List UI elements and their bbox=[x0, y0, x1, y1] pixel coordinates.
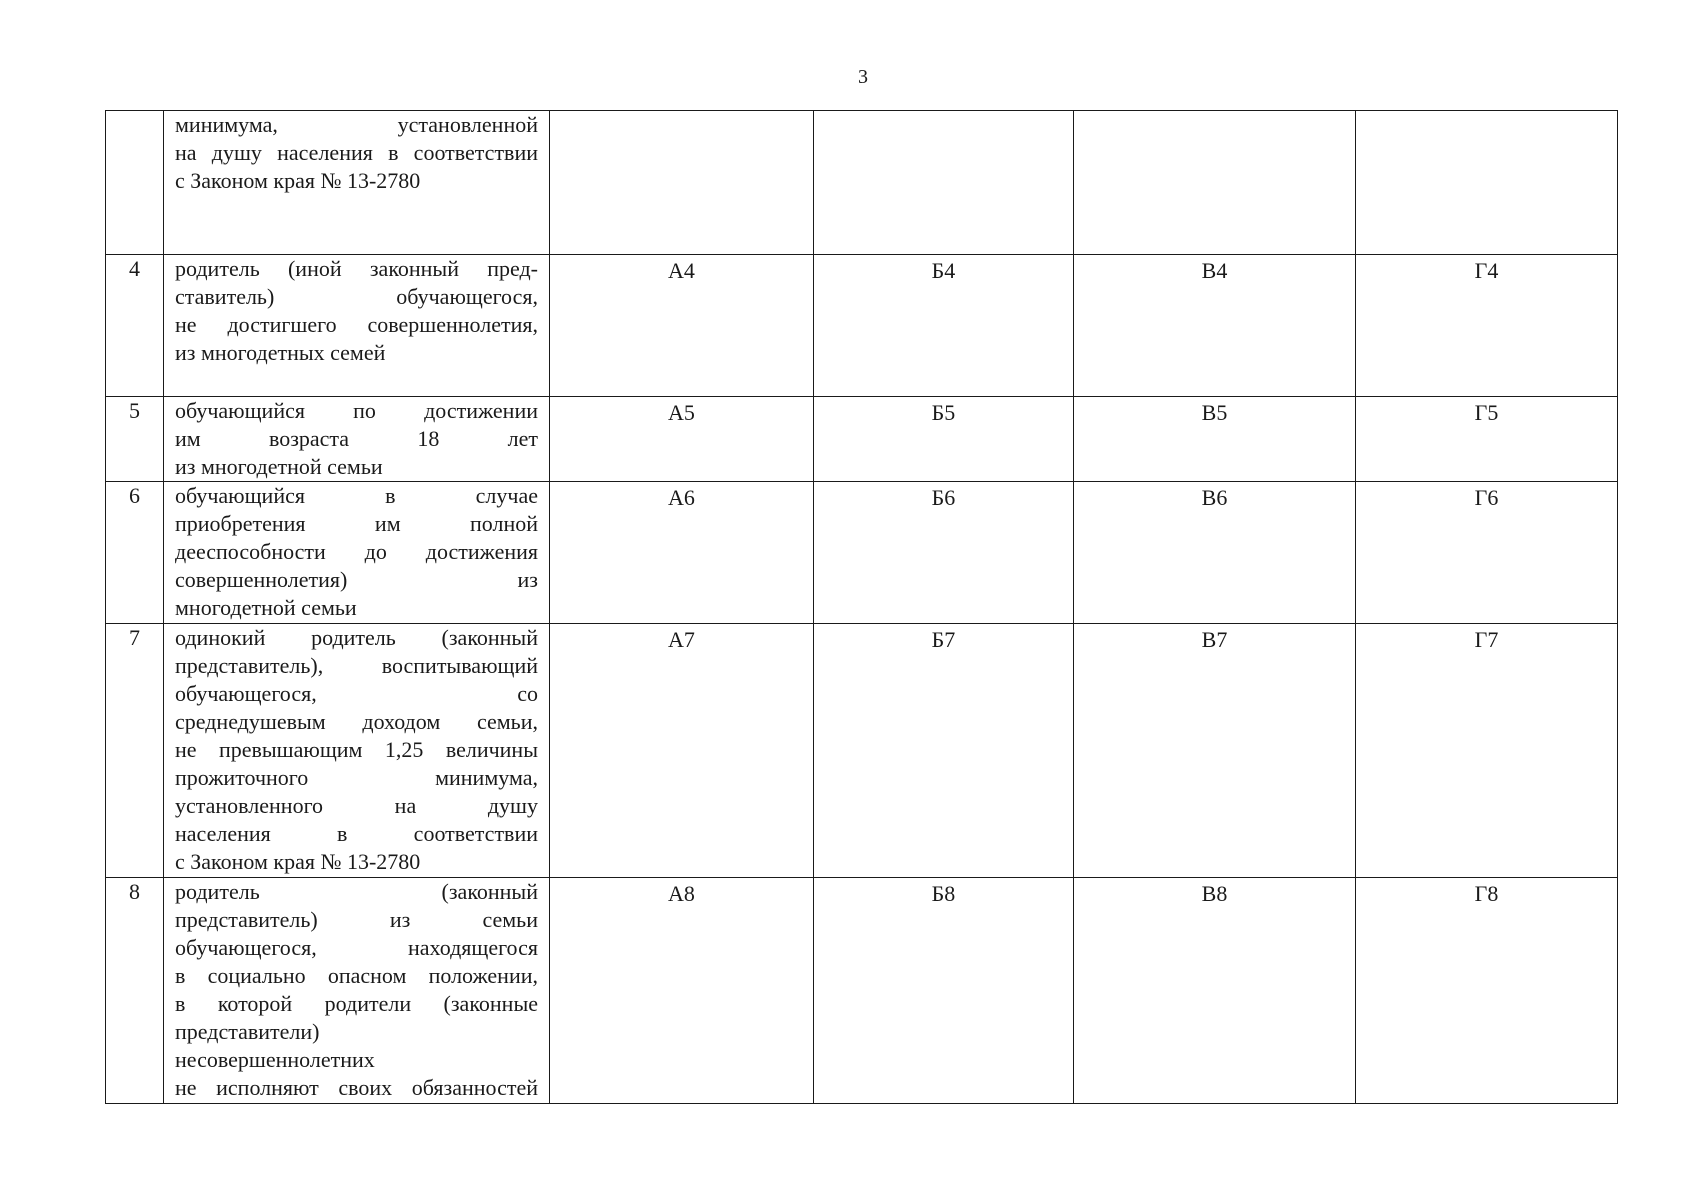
category-description-cell bbox=[164, 878, 550, 1104]
code-cell: Г7 bbox=[1356, 624, 1618, 878]
table-row bbox=[106, 111, 1618, 255]
description-line: с Законом края № 13-2780 bbox=[175, 849, 421, 874]
description-line: в которой родители (законные bbox=[175, 991, 538, 1016]
code-cell bbox=[550, 111, 814, 255]
description-line: не превышающим 1,25 величины bbox=[175, 737, 538, 762]
description-line: приобретения им полной bbox=[175, 511, 538, 536]
table-body bbox=[106, 111, 1618, 1104]
table-row bbox=[106, 255, 1618, 397]
code-cell: Г4 bbox=[1356, 255, 1618, 397]
description-line: обучающегося, со bbox=[175, 681, 538, 706]
description-line: представители) bbox=[175, 1019, 320, 1044]
code-cell: Г5 bbox=[1356, 397, 1618, 482]
description-line: в социально опасном положении, bbox=[175, 963, 538, 988]
description-line: не достигшего совершеннолетия, bbox=[175, 312, 538, 337]
description-line: представитель), воспитывающий bbox=[175, 653, 538, 678]
table-row bbox=[106, 397, 1618, 482]
category-description-cell bbox=[164, 624, 550, 878]
page-number: 3 bbox=[858, 66, 868, 88]
code-cell: Б7 bbox=[814, 624, 1074, 878]
code-cell: В6 bbox=[1074, 482, 1356, 624]
row-number-cell: 4 bbox=[106, 255, 164, 397]
code-cell: А6 bbox=[550, 482, 814, 624]
description-line: на душу населения в соответствии bbox=[175, 140, 538, 165]
code-cell bbox=[1356, 111, 1618, 255]
description-line: представитель) из семьи bbox=[175, 907, 538, 932]
code-cell: В5 bbox=[1074, 397, 1356, 482]
row-number-cell: 6 bbox=[106, 482, 164, 624]
description-line: не исполняют своих обязанностей bbox=[175, 1075, 538, 1100]
description-line: им возраста 18 лет bbox=[175, 426, 538, 451]
description-line: родитель (законный bbox=[175, 879, 538, 904]
description-line: родитель (иной законный пред- bbox=[175, 256, 538, 281]
code-cell: В8 bbox=[1074, 878, 1356, 1104]
description-line: обучающегося, находящегося bbox=[175, 935, 538, 960]
table-row bbox=[106, 878, 1618, 1104]
description-line: среднедушевым доходом семьи, bbox=[175, 709, 538, 734]
description-line: совершеннолетия) из bbox=[175, 567, 538, 592]
row-number-cell bbox=[106, 111, 164, 255]
code-cell: Г6 bbox=[1356, 482, 1618, 624]
description-line: из многодетных семей bbox=[175, 340, 386, 365]
category-description-cell bbox=[164, 397, 550, 482]
code-cell: А7 bbox=[550, 624, 814, 878]
code-cell: А8 bbox=[550, 878, 814, 1104]
code-cell bbox=[1074, 111, 1356, 255]
row-number-cell: 7 bbox=[106, 624, 164, 878]
description-line: прожиточного минимума, bbox=[175, 765, 538, 790]
benefits-table bbox=[105, 110, 1618, 1104]
code-cell bbox=[814, 111, 1074, 255]
row-number-cell: 5 bbox=[106, 397, 164, 482]
code-cell: А5 bbox=[550, 397, 814, 482]
description-line: обучающийся по достижении bbox=[175, 398, 538, 423]
code-cell: В4 bbox=[1074, 255, 1356, 397]
description-line: обучающийся в случае bbox=[175, 483, 538, 508]
description-line: установленного на душу bbox=[175, 793, 538, 818]
description-line: населения в соответствии bbox=[175, 821, 538, 846]
code-cell: Б8 bbox=[814, 878, 1074, 1104]
description-line: одинокий родитель (законный bbox=[175, 625, 538, 650]
code-cell: Г8 bbox=[1356, 878, 1618, 1104]
description-line: несовершеннолетних bbox=[175, 1047, 375, 1072]
category-description-cell bbox=[164, 482, 550, 624]
code-cell: Б5 bbox=[814, 397, 1074, 482]
description-line: минимума, установленной bbox=[175, 112, 538, 137]
description-line: дееспособности до достижения bbox=[175, 539, 538, 564]
description-line: многодетной семьи bbox=[175, 595, 357, 620]
code-cell: В7 bbox=[1074, 624, 1356, 878]
row-number-cell: 8 bbox=[106, 878, 164, 1104]
category-description-cell bbox=[164, 255, 550, 397]
description-line: из многодетной семьи bbox=[175, 454, 383, 479]
code-cell: А4 bbox=[550, 255, 814, 397]
table-row bbox=[106, 482, 1618, 624]
code-cell: Б4 bbox=[814, 255, 1074, 397]
table-row bbox=[106, 624, 1618, 878]
code-cell: Б6 bbox=[814, 482, 1074, 624]
category-description-cell bbox=[164, 111, 550, 255]
description-line: с Законом края № 13-2780 bbox=[175, 168, 421, 193]
description-line: ставитель) обучающегося, bbox=[175, 284, 538, 309]
